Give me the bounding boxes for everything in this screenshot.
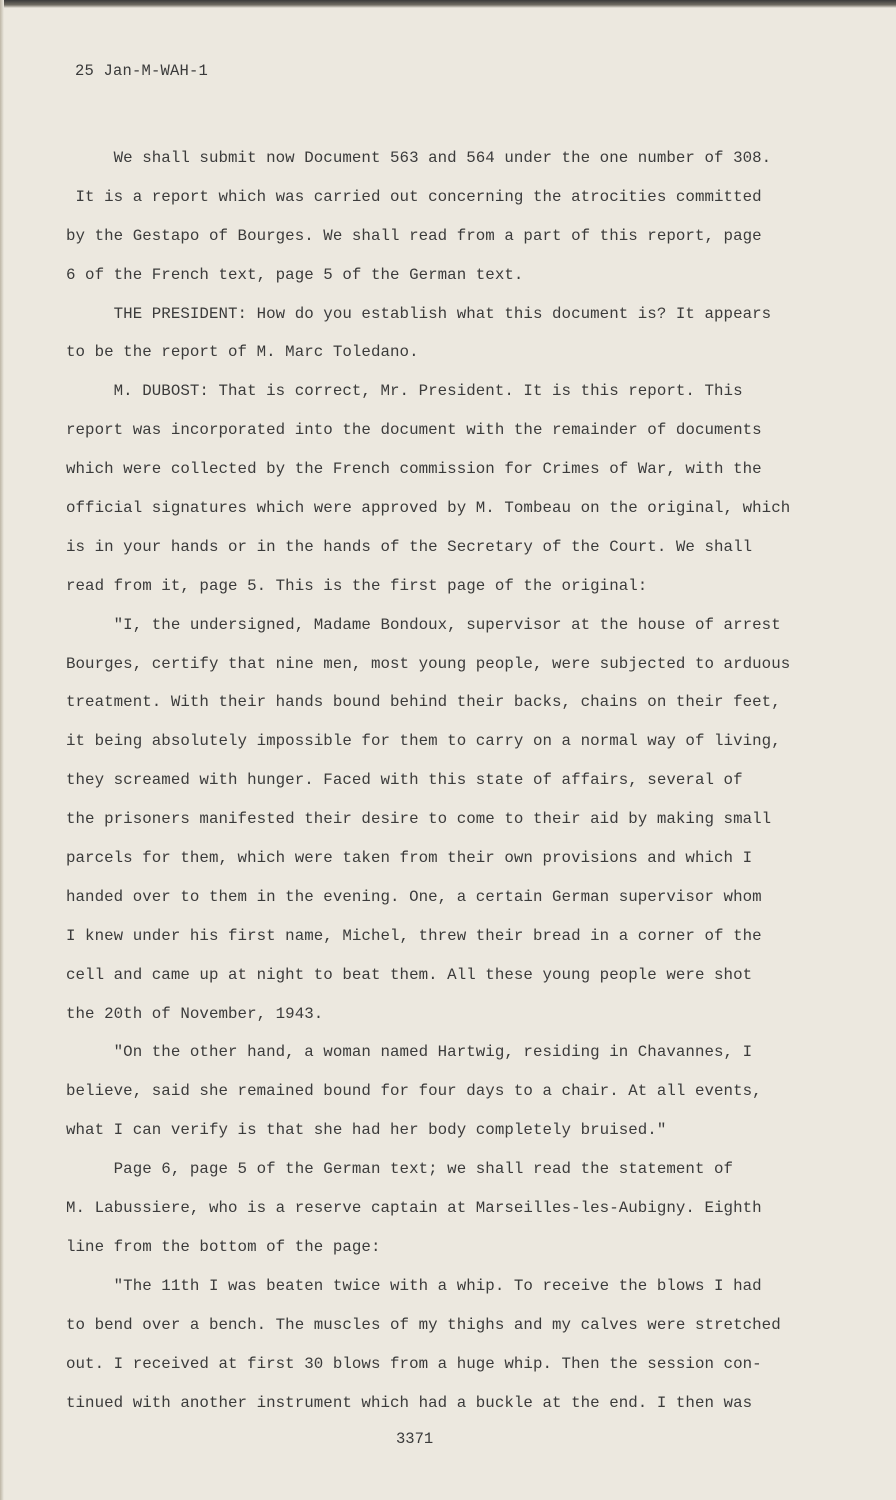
page-number: 3371	[396, 1430, 434, 1448]
text-line: which were collected by the French commission for Crimes of War, with the	[66, 460, 762, 479]
text-line: the prisoners manifested their desire to come to their aid by making small	[66, 810, 772, 829]
page-left-edge	[0, 0, 4, 1500]
text-line: report was incorporated into the document with the remainder of documents	[66, 421, 762, 440]
text-line: it being absolutely impossible for them to carry on a normal way of living,	[66, 732, 781, 751]
text-line: parcels for them, which were taken from their own provisions and which I	[66, 849, 753, 868]
text-line: THE PRESIDENT: How do you establish what this document is? It appears	[66, 304, 772, 323]
document-body	[66, 139, 826, 1422]
text-line: I knew under his first name, Michel, threw their bread in a corner of the	[66, 926, 762, 945]
text-line: Bourges, certify that nine men, most young people, were subjected to arduous	[66, 654, 791, 673]
text-line: to bend over a bench. The muscles of my thighs and my calves were stretched	[66, 1315, 781, 1334]
page-top-edge	[0, 0, 896, 8]
text-line: out. I received at first 30 blows from a huge whip. Then the session con-	[66, 1354, 762, 1373]
text-line: M. DUBOST: That is correct, Mr. President. It is this report. This	[66, 382, 743, 401]
text-line: "On the other hand, a woman named Hartwig, residing in Chavannes, I	[66, 1043, 753, 1062]
text-line: to be the report of M. Marc Toledano.	[66, 343, 419, 362]
text-line: "The 11th I was beaten twice with a whip. To receive the blows I had	[66, 1276, 762, 1295]
text-line: 6 of the French text, page 5 of the German text.	[66, 265, 524, 284]
text-line: what I can verify is that she had her body completely bruised."	[66, 1121, 667, 1140]
text-line: We shall submit now Document 563 and 564 under the one number of 308.	[66, 149, 772, 167]
text-line: It is a report which was carried out concerning the atrocities committed	[66, 187, 762, 206]
text-line: read from it, page 5. This is the first page of the original:	[66, 576, 648, 595]
document-header-id: 25 Jan-M-WAH-1	[75, 62, 209, 80]
text-line: cell and came up at night to beat them. All these young people were shot	[66, 965, 753, 984]
text-line: official signatures which were approved by M. Tombeau on the original, which	[66, 499, 791, 518]
text-line: believe, said she remained bound for four days to a chair. At all events,	[66, 1082, 762, 1101]
text-line: they screamed with hunger. Faced with this state of affairs, several of	[66, 771, 743, 790]
text-line: line from the bottom of the page:	[66, 1237, 381, 1256]
text-line: M. Labussiere, who is a reserve captain at Marseilles-les-Aubigny. Eighth	[66, 1199, 762, 1218]
text-line: Page 6, page 5 of the German text; we shall read the statement of	[66, 1160, 734, 1179]
text-line: tinued with another instrument which had a buckle at the end. I then was	[66, 1393, 753, 1412]
text-line: handed over to them in the evening. One, a certain German supervisor whom	[66, 887, 762, 906]
text-line: is in your hands or in the hands of the Secretary of the Court. We shall	[66, 537, 753, 556]
text-line: "I, the undersigned, Madame Bondoux, supervisor at the house of arrest	[66, 615, 781, 634]
text-line: treatment. With their hands bound behind their backs, chains on their feet,	[66, 693, 781, 712]
text-line: the 20th of November, 1943.	[66, 1004, 324, 1023]
text-line: by the Gestapo of Bourges. We shall read from a part of this report, page	[66, 226, 762, 245]
